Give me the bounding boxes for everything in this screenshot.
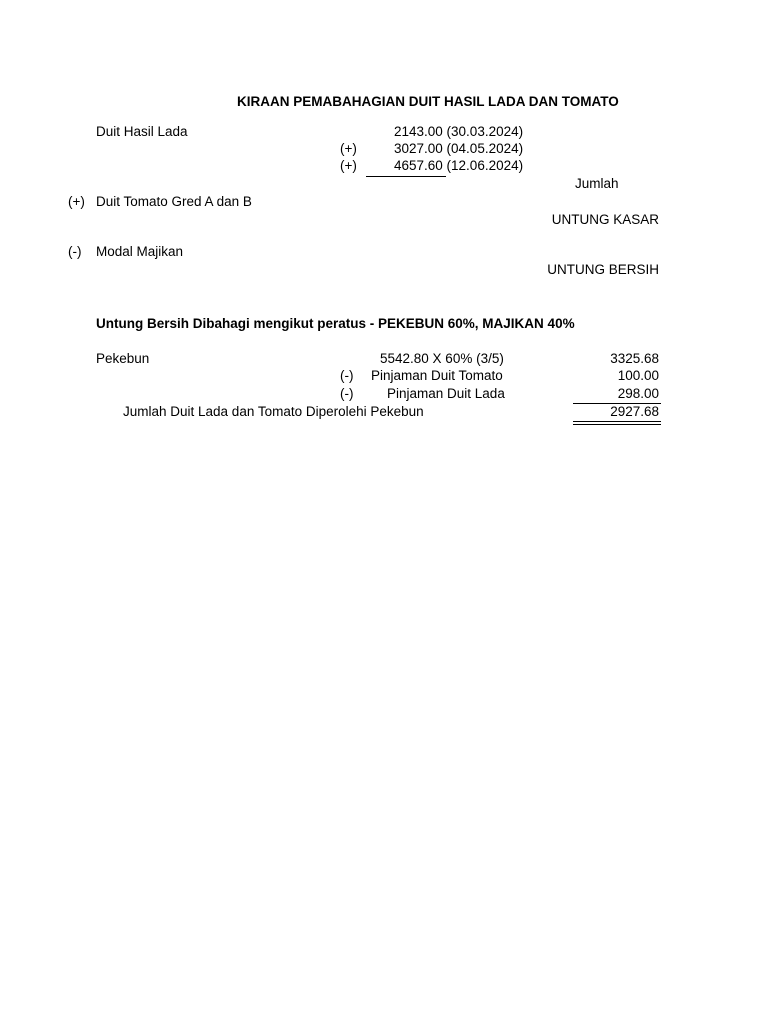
modal-label: Modal Majikan bbox=[96, 244, 184, 259]
page-title: KIRAAN PEMABAHAGIAN DUIT HASIL LADA DAN TOMATO bbox=[237, 94, 619, 109]
untung-bersih-label: UNTUNG BERSIH bbox=[547, 262, 659, 277]
total-label: Jumlah Duit Lada dan Tomato Diperolehi Pekebun bbox=[123, 404, 424, 419]
lada-entry-2: 3027.00 (04.05.2024) bbox=[394, 141, 524, 156]
deduction-2-value: 298.00 bbox=[617, 386, 659, 401]
lada-sum-underline bbox=[366, 176, 446, 177]
tomato-label: Duit Tomato Gred A dan B bbox=[96, 194, 252, 209]
untung-kasar-label: UNTUNG KASAR bbox=[551, 212, 659, 227]
pekebun-label: Pekebun bbox=[96, 351, 150, 366]
deduction-1-value: 100.00 bbox=[617, 368, 659, 383]
division-heading: Untung Bersih Dibahagi mengikut peratus - PEKEBUN 60%, MAJIKAN 40% bbox=[96, 316, 575, 331]
pekebun-calc-value: 3325.68 bbox=[610, 351, 659, 366]
total-double-underline-2 bbox=[573, 424, 661, 425]
total-double-underline-1 bbox=[573, 421, 661, 422]
deduction-1-op: (-) bbox=[340, 368, 354, 383]
deduction-1-label: Pinjaman Duit Tomato bbox=[371, 368, 503, 383]
lada-entry-3-op: (+) bbox=[340, 158, 357, 173]
lada-entry-2-op: (+) bbox=[340, 141, 357, 156]
modal-op: (-) bbox=[68, 244, 82, 259]
lada-entry-3: 4657.60 (12.06.2024) bbox=[394, 158, 524, 173]
deduction-2-op: (-) bbox=[340, 386, 354, 401]
jumlah-label: Jumlah bbox=[575, 176, 619, 191]
deduction-2-label: Pinjaman Duit Lada bbox=[387, 386, 505, 401]
lada-entry-1: 2143.00 (30.03.2024) bbox=[394, 124, 524, 139]
lada-label: Duit Hasil Lada bbox=[96, 124, 188, 139]
total-value: 2927.68 bbox=[610, 404, 659, 419]
pekebun-calc: 5542.80 X 60% (3/5) bbox=[380, 351, 504, 366]
tomato-op: (+) bbox=[68, 194, 85, 209]
